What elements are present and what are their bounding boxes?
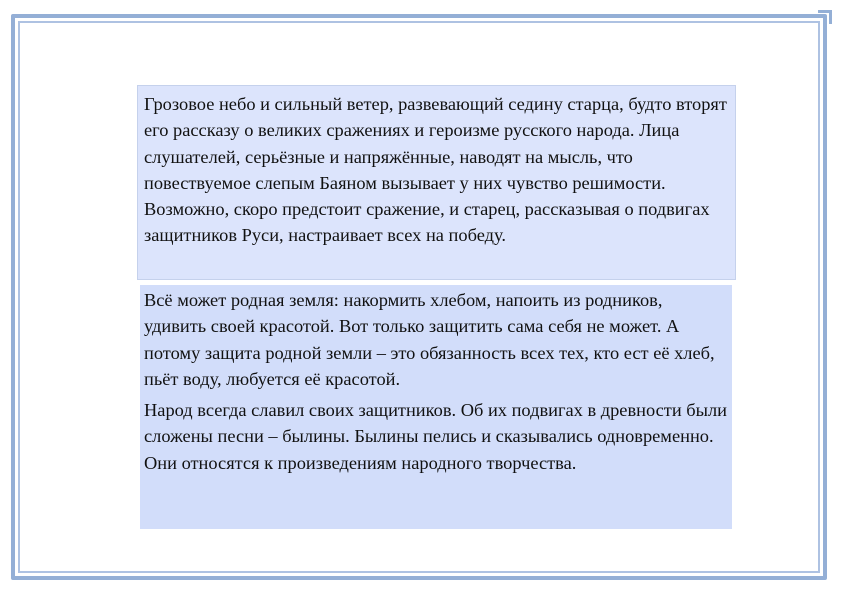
paragraph-homeland-defense: Всё может родная земля: накормить хлебом, напоить из родников, удивить своей красотой. Вот только защитить сама себя не может. А потому защита родной земли – это обязанность всех тех, кто ест её хлеб, пьёт воду, любуется её красотой.	[144, 290, 715, 389]
text-box-painting-description	[137, 85, 736, 280]
text-box-homeland	[140, 285, 732, 529]
paragraph-bylinas: Народ всегда славил своих защитников. Об их подвигах в древности были сложены песни – былины. Былины пелись и сказывались одновременно. Они относятся к произведениям народного творчества.	[144, 400, 728, 473]
paragraph-painting-description: Грозовое небо и сильный ветер, развевающий седину старца, будто вторят его рассказу о великих сражениях и героизме русского народа. Лица слушателей, серьёзные и напряжённые, наводят на мысль, что повествуемое слепым Баяном вызывает у них чувство решимости. Возможно, скоро предстоит сражение, и старец, рассказывая о подвигах защитников Руси, настраивает всех на победу.	[144, 94, 727, 246]
frame-corner-accent	[818, 10, 832, 24]
